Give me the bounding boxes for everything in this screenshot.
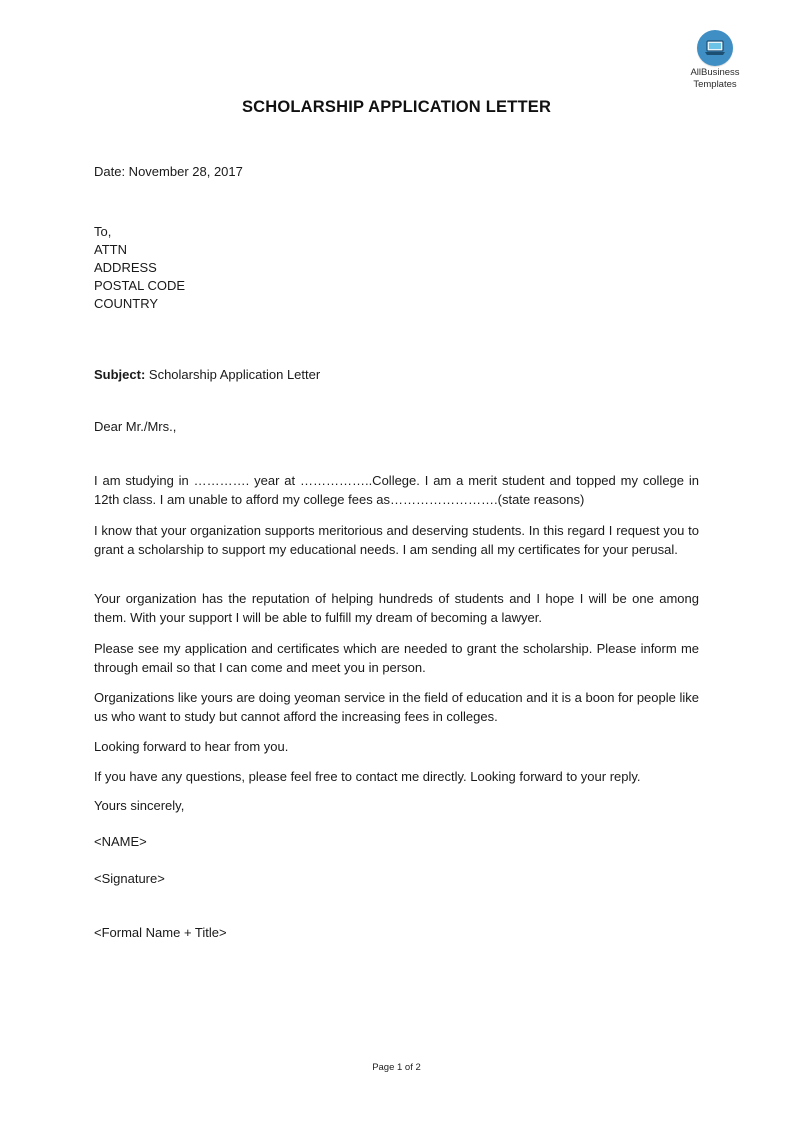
body-paragraph-7: If you have any questions, please feel free to contact me directly. Looking forward to your reply. [94, 769, 641, 784]
address-country: COUNTRY [94, 296, 159, 311]
address-attn: ATTN [94, 242, 127, 257]
address-postal-code: POSTAL CODE [94, 278, 186, 293]
subject-label: Subject: [94, 367, 146, 382]
letter-date: Date: November 28, 2017 [94, 164, 243, 179]
signature-placeholder: <Signature> [94, 871, 165, 886]
formal-name-placeholder: <Formal Name + Title> [94, 925, 227, 940]
logo-text-line2: Templates [693, 79, 737, 90]
subject-text: Scholarship Application Letter [145, 367, 321, 382]
allbusiness-logo [682, 30, 748, 90]
salutation: Dear Mr./Mrs., [94, 419, 177, 434]
body-paragraph-3: Your organization has the reputation of helping hundreds of students and I hope I will be one among them. With your support I will be able to fulfill my dream of becoming a lawyer. [94, 591, 699, 625]
body-paragraph-5: Organizations like yours are doing yeoman service in the field of education and it is a boon for people like us who want to study but cannot afford the increasing fees in colleges. [94, 690, 699, 724]
document-title: SCHOLARSHIP APPLICATION LETTER [241, 98, 552, 116]
body-paragraph-2: I know that your organization supports meritorious and deserving students. In this regard I request you to grant a scholarship to support my educational needs. I am sending all my certificates for your perusal. [94, 523, 699, 557]
laptop-icon [697, 30, 733, 66]
address-street: ADDRESS [94, 260, 157, 275]
body-paragraph-4: Please see my application and certificates which are needed to grant the scholarship. Please inform me through email so that I can come and meet you in person. [94, 641, 699, 675]
body-paragraph-1: I am studying in …………. year at ……………..College. I am a merit student and topped my college in 12th class. I am unable to afford my college fees as…………………….(state reasons) [94, 473, 699, 507]
name-placeholder: <NAME> [94, 834, 147, 849]
address-to: To, [94, 224, 112, 239]
subject-line [94, 366, 320, 384]
closing: Yours sincerely, [94, 798, 185, 813]
page-number: Page 1 of 2 [372, 1062, 421, 1073]
logo-text-line1: AllBusiness [690, 67, 740, 78]
body-paragraph-6: Looking forward to hear from you. [94, 739, 289, 754]
